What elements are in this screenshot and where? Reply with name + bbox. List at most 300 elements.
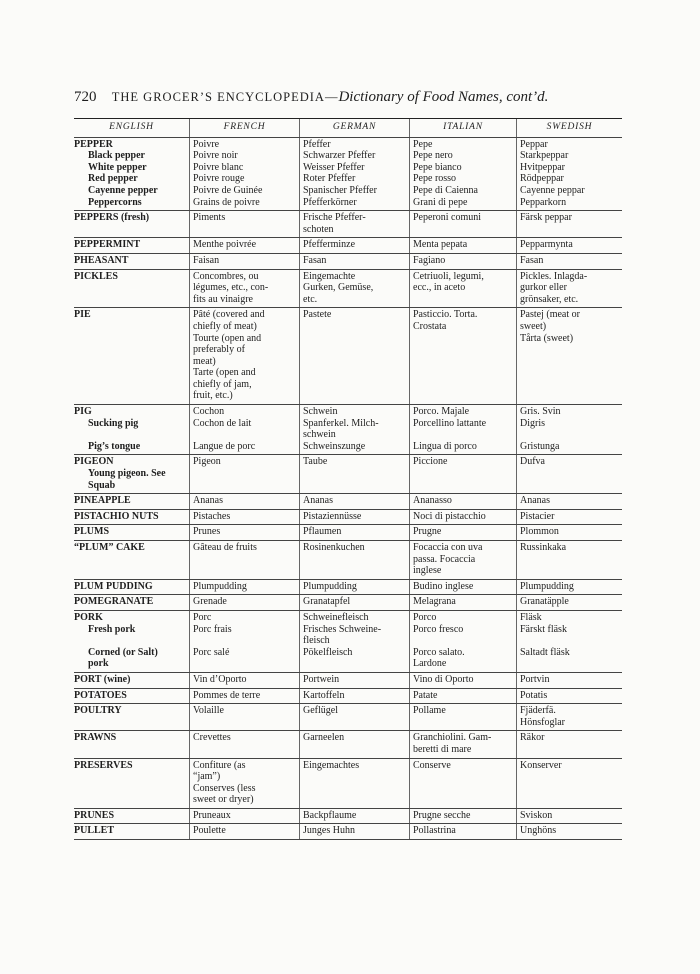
translation-line: inglese bbox=[413, 565, 442, 577]
translation-line: Porc salé bbox=[193, 646, 230, 658]
spacer-line bbox=[520, 429, 619, 441]
translation-line: Kartoffeln bbox=[303, 689, 345, 701]
headword: PULLET bbox=[74, 825, 115, 837]
german-cell bbox=[299, 405, 409, 454]
swedish-cell bbox=[516, 211, 622, 237]
translation-line: passa. Focaccia bbox=[413, 553, 476, 565]
translation-line: Färskt fläsk bbox=[520, 623, 567, 635]
german-cell bbox=[299, 759, 409, 808]
headword: PRAWNS bbox=[74, 732, 117, 744]
translation-line: Saltadt fläsk bbox=[520, 646, 570, 658]
english-cell bbox=[74, 541, 189, 579]
headword: PORK bbox=[74, 611, 103, 623]
translation-line: Ananas bbox=[520, 495, 550, 507]
spacer-line bbox=[193, 429, 296, 441]
translation-line: Schwein bbox=[303, 406, 338, 418]
german-cell bbox=[299, 595, 409, 610]
translation-line: Pepparmynta bbox=[520, 239, 573, 251]
translation-line: Pastete bbox=[303, 309, 332, 321]
translation-line: Gurken, Gemüse, bbox=[303, 282, 374, 294]
translation-line: Focaccia con uva bbox=[413, 542, 483, 553]
french-cell bbox=[189, 673, 299, 688]
translation-line: etc. bbox=[303, 293, 318, 305]
swedish-cell bbox=[516, 541, 622, 579]
translation-line: Poivre noir bbox=[193, 150, 238, 162]
sub-entry: Corned (or Salt) bbox=[88, 646, 158, 658]
translation-line: Schweinefleisch bbox=[303, 611, 369, 623]
spacer-line bbox=[193, 635, 296, 647]
translation-line: Tourte (open and bbox=[193, 332, 262, 344]
english-cell bbox=[74, 595, 189, 610]
translation-line: Roter Pfeffer bbox=[303, 173, 356, 185]
translation-line: Pepe bbox=[413, 138, 433, 150]
german-cell bbox=[299, 510, 409, 525]
italian-cell bbox=[409, 238, 516, 253]
translation-line: Prunes bbox=[193, 526, 221, 538]
headword: PEPPERMINT bbox=[74, 239, 141, 251]
table-row bbox=[74, 211, 622, 238]
translation-line: Portwein bbox=[303, 673, 340, 685]
translation-line: Porco fresco bbox=[413, 623, 464, 635]
table-row bbox=[74, 541, 622, 580]
translation-line: Frische Pfeffer- bbox=[303, 212, 366, 224]
translation-line: Grani di pepe bbox=[413, 196, 468, 208]
sub-entry: Peppercorns bbox=[88, 196, 142, 208]
translation-line: Geflügel bbox=[303, 705, 338, 717]
swedish-cell bbox=[516, 525, 622, 540]
column-header-french: FRENCH bbox=[189, 119, 299, 137]
translation-line: Hönsfoglar bbox=[520, 716, 565, 728]
swedish-cell bbox=[516, 580, 622, 595]
translation-line: sweet) bbox=[520, 320, 547, 332]
translation-line: fits au vinaigre bbox=[193, 293, 253, 305]
translation-line: Tarte (open and bbox=[193, 367, 256, 379]
swedish-cell bbox=[516, 254, 622, 269]
french-cell bbox=[189, 510, 299, 525]
translation-line: “jam”) bbox=[193, 771, 221, 783]
swedish-cell bbox=[516, 270, 622, 308]
translation-line: Plumpudding bbox=[520, 580, 574, 592]
italian-cell bbox=[409, 510, 516, 525]
french-cell bbox=[189, 270, 299, 308]
french-cell bbox=[189, 254, 299, 269]
translation-line: sweet or dryer) bbox=[193, 794, 254, 806]
swedish-cell bbox=[516, 611, 622, 672]
english-cell bbox=[74, 704, 189, 730]
translation-line: Melagrana bbox=[413, 596, 456, 608]
translation-line: Konserver bbox=[520, 759, 562, 771]
spacer-line bbox=[413, 635, 513, 647]
german-cell bbox=[299, 673, 409, 688]
swedish-cell bbox=[516, 673, 622, 688]
translation-line: Starkpeppar bbox=[520, 150, 569, 162]
translation-line: Pistaches bbox=[193, 510, 231, 522]
translation-line: Noci di pistacchio bbox=[413, 510, 486, 522]
table-row bbox=[74, 494, 622, 510]
column-header-swedish: SWEDISH bbox=[516, 119, 622, 137]
italian-cell bbox=[409, 494, 516, 509]
french-cell bbox=[189, 405, 299, 454]
headword: PIE bbox=[74, 309, 91, 321]
translation-line: Peperoni comuni bbox=[413, 212, 482, 224]
english-cell bbox=[74, 455, 189, 493]
swedish-cell bbox=[516, 809, 622, 824]
translation-line: Ananas bbox=[193, 495, 223, 507]
german-cell bbox=[299, 254, 409, 269]
french-cell bbox=[189, 541, 299, 579]
swedish-cell bbox=[516, 595, 622, 610]
english-cell bbox=[74, 673, 189, 688]
translation-line: beretti di mare bbox=[413, 743, 472, 755]
dictionary-table bbox=[74, 118, 622, 840]
translation-line: légumes, etc., con- bbox=[193, 282, 269, 294]
german-cell bbox=[299, 580, 409, 595]
german-cell bbox=[299, 824, 409, 839]
headword: PHEASANT bbox=[74, 254, 129, 266]
translation-line: Pickles. Inlagda- bbox=[520, 270, 588, 282]
sub-entry: Young pigeon. See Squab bbox=[88, 468, 166, 491]
english-cell bbox=[74, 759, 189, 808]
sub-entry: Pig’s tongue bbox=[88, 440, 141, 452]
translation-line: Porc bbox=[193, 611, 212, 623]
translation-line: schoten bbox=[303, 223, 334, 235]
translation-line: Pflaumen bbox=[303, 526, 342, 538]
english-cell bbox=[74, 138, 189, 211]
table-row bbox=[74, 689, 622, 705]
translation-line: Dufva bbox=[520, 456, 545, 468]
translation-line: Pepparkorn bbox=[520, 196, 567, 208]
translation-line: Pistacier bbox=[520, 510, 555, 522]
translation-line: Fagiano bbox=[413, 254, 446, 266]
italian-cell bbox=[409, 731, 516, 757]
italian-cell bbox=[409, 759, 516, 808]
translation-line: Pfefferkörner bbox=[303, 196, 357, 208]
italian-cell bbox=[409, 704, 516, 730]
translation-line: Fasan bbox=[520, 254, 544, 266]
headword: PIG bbox=[74, 406, 92, 418]
translation-line: Garneelen bbox=[303, 732, 345, 744]
translation-line: Poivre rouge bbox=[193, 173, 245, 185]
translation-line: Fasan bbox=[303, 254, 327, 266]
german-cell bbox=[299, 308, 409, 404]
german-cell bbox=[299, 238, 409, 253]
translation-line: Räkor bbox=[520, 732, 545, 744]
italian-cell bbox=[409, 270, 516, 308]
german-cell bbox=[299, 211, 409, 237]
translation-line: Pollastrina bbox=[413, 825, 456, 837]
french-cell bbox=[189, 308, 299, 404]
spacer-line bbox=[74, 635, 186, 647]
table-row bbox=[74, 455, 622, 494]
swedish-cell bbox=[516, 759, 622, 808]
italian-cell bbox=[409, 308, 516, 404]
french-cell bbox=[189, 809, 299, 824]
french-cell bbox=[189, 824, 299, 839]
spacer-line bbox=[520, 635, 619, 647]
italian-cell bbox=[409, 673, 516, 688]
translation-line: Vin d’Oporto bbox=[193, 673, 247, 685]
translation-line: Poivre bbox=[193, 138, 220, 150]
french-cell bbox=[189, 238, 299, 253]
translation-line: Rosinenkuchen bbox=[303, 542, 365, 553]
french-cell bbox=[189, 580, 299, 595]
english-cell bbox=[74, 824, 189, 839]
translation-line: Pfefferminze bbox=[303, 239, 356, 251]
italian-cell bbox=[409, 580, 516, 595]
translation-line: Pfeffer bbox=[303, 138, 331, 150]
table-row bbox=[74, 138, 622, 212]
french-cell bbox=[189, 138, 299, 211]
translation-line: Langue de porc bbox=[193, 440, 256, 452]
translation-line: Fläsk bbox=[520, 611, 542, 623]
translation-line: Crostata bbox=[413, 320, 447, 332]
german-cell bbox=[299, 809, 409, 824]
table-row bbox=[74, 809, 622, 825]
french-cell bbox=[189, 611, 299, 672]
swedish-cell bbox=[516, 405, 622, 454]
french-cell bbox=[189, 455, 299, 493]
translation-line: Cayenne peppar bbox=[520, 184, 585, 196]
translation-line: Spanischer Pfeffer bbox=[303, 184, 377, 196]
french-cell bbox=[189, 211, 299, 237]
italian-cell bbox=[409, 254, 516, 269]
translation-line: grönsaker, etc. bbox=[520, 293, 579, 305]
translation-line: Prugne secche bbox=[413, 809, 471, 821]
table-row bbox=[74, 510, 622, 526]
translation-line: Plumpudding bbox=[193, 580, 247, 592]
headword: PLUM PUDDING bbox=[74, 580, 153, 592]
translation-line: Frisches Schweine- bbox=[303, 623, 382, 635]
translation-line: Granchiolini. Gam- bbox=[413, 732, 492, 744]
english-cell bbox=[74, 580, 189, 595]
german-cell bbox=[299, 525, 409, 540]
translation-line: ecc., in aceto bbox=[413, 282, 466, 294]
spacer-line bbox=[74, 429, 186, 441]
translation-line: fleisch bbox=[303, 635, 330, 647]
table-row bbox=[74, 731, 622, 758]
translation-line: Granatäpple bbox=[520, 596, 569, 608]
german-cell bbox=[299, 138, 409, 211]
swedish-cell bbox=[516, 308, 622, 404]
translation-line: Pasticcio. Torta. bbox=[413, 309, 478, 321]
translation-line: Piments bbox=[193, 212, 226, 224]
table-row bbox=[74, 824, 622, 840]
german-cell bbox=[299, 541, 409, 579]
italian-cell bbox=[409, 541, 516, 579]
english-cell bbox=[74, 211, 189, 237]
translation-line: Taube bbox=[303, 456, 328, 468]
translation-line: Fjäderfä. bbox=[520, 705, 556, 717]
translation-line: Pökelfleisch bbox=[303, 646, 353, 658]
english-cell bbox=[74, 270, 189, 308]
table-row bbox=[74, 759, 622, 809]
french-cell bbox=[189, 731, 299, 757]
italian-cell bbox=[409, 689, 516, 704]
translation-line: Lingua di porco bbox=[413, 440, 477, 452]
italian-cell bbox=[409, 824, 516, 839]
english-cell bbox=[74, 525, 189, 540]
translation-line: preferably of bbox=[193, 344, 245, 356]
translation-line: Faisan bbox=[193, 254, 220, 266]
translation-line: Pruneaux bbox=[193, 809, 231, 821]
italian-cell bbox=[409, 455, 516, 493]
translation-line: Pistaziennüsse bbox=[303, 510, 362, 522]
translation-line: Conserves (less bbox=[193, 782, 256, 794]
translation-line: Tårta (sweet) bbox=[520, 332, 574, 344]
headword: PISTACHIO NUTS bbox=[74, 510, 159, 522]
translation-line: Pommes de terre bbox=[193, 689, 261, 701]
translation-line: Eingemachtes bbox=[303, 759, 360, 771]
translation-line: Pepe bianco bbox=[413, 161, 462, 173]
translation-line: Portvin bbox=[520, 673, 550, 685]
swedish-cell bbox=[516, 824, 622, 839]
swedish-cell bbox=[516, 138, 622, 211]
italian-cell bbox=[409, 611, 516, 672]
translation-line: Poivre de Guinée bbox=[193, 184, 263, 196]
page-header bbox=[74, 89, 634, 106]
translation-line: Concombres, ou bbox=[193, 270, 259, 282]
sub-entry: Fresh pork bbox=[88, 623, 136, 635]
italian-cell bbox=[409, 138, 516, 211]
sub-entry: Sucking pig bbox=[88, 417, 139, 429]
translation-line: fruit, etc.) bbox=[193, 390, 233, 402]
translation-line: Pâté (covered and bbox=[193, 309, 265, 321]
table-row bbox=[74, 270, 622, 309]
translation-line: Peppar bbox=[520, 138, 548, 150]
table-row bbox=[74, 405, 622, 455]
translation-line: Sviskon bbox=[520, 809, 553, 821]
translation-line: Vino di Oporto bbox=[413, 673, 474, 685]
translation-line: Eingemachte bbox=[303, 270, 356, 282]
translation-line: Granatapfel bbox=[303, 596, 351, 608]
translation-line: Plumpudding bbox=[303, 580, 357, 592]
french-cell bbox=[189, 525, 299, 540]
translation-line: Pollame bbox=[413, 705, 446, 717]
swedish-cell bbox=[516, 689, 622, 704]
translation-line: Piccione bbox=[413, 456, 448, 468]
translation-line: Volaille bbox=[193, 705, 224, 717]
translation-line: Conserve bbox=[413, 759, 451, 771]
table-header-row bbox=[74, 119, 622, 138]
translation-line: chiefly of meat) bbox=[193, 320, 257, 332]
swedish-cell bbox=[516, 494, 622, 509]
translation-line: Cochon bbox=[193, 406, 225, 418]
translation-line: Potatis bbox=[520, 689, 548, 701]
translation-line: Grenade bbox=[193, 596, 227, 608]
translation-line: gurkor eller bbox=[520, 282, 567, 294]
translation-line: Menta pepata bbox=[413, 239, 468, 251]
table-row bbox=[74, 525, 622, 541]
german-cell bbox=[299, 455, 409, 493]
translation-line: Poulette bbox=[193, 825, 226, 837]
english-cell bbox=[74, 405, 189, 454]
translation-line: Ananas bbox=[303, 495, 333, 507]
translation-line: Confiture (as bbox=[193, 759, 246, 771]
sub-entry: Cayenne pepper bbox=[88, 184, 158, 196]
english-cell bbox=[74, 731, 189, 757]
translation-line: Grains de poivre bbox=[193, 196, 260, 208]
translation-line: Cetriuoli, legumi, bbox=[413, 270, 484, 282]
headword: POULTRY bbox=[74, 705, 122, 717]
translation-line: schwein bbox=[303, 429, 336, 441]
english-cell bbox=[74, 254, 189, 269]
german-cell bbox=[299, 270, 409, 308]
headword: PINEAPPLE bbox=[74, 495, 131, 507]
page-number: 720 bbox=[74, 89, 97, 105]
french-cell bbox=[189, 689, 299, 704]
german-cell bbox=[299, 611, 409, 672]
headword: PRUNES bbox=[74, 809, 115, 821]
german-cell bbox=[299, 494, 409, 509]
swedish-cell bbox=[516, 510, 622, 525]
italian-cell bbox=[409, 809, 516, 824]
headword: PEPPER bbox=[74, 138, 113, 150]
table-row bbox=[74, 238, 622, 254]
translation-line: Pigeon bbox=[193, 456, 221, 468]
english-cell bbox=[74, 494, 189, 509]
translation-line: Gâteau de fruits bbox=[193, 542, 257, 553]
italian-cell bbox=[409, 405, 516, 454]
translation-line: Pastej (meat or bbox=[520, 309, 580, 321]
sub-entry: White pepper bbox=[88, 161, 147, 173]
page-subtitle: Dictionary of Food Names, cont’d. bbox=[338, 89, 549, 105]
translation-line: Menthe poivrée bbox=[193, 239, 257, 251]
table-row bbox=[74, 254, 622, 270]
table-row bbox=[74, 580, 622, 596]
swedish-cell bbox=[516, 731, 622, 757]
translation-line: Poivre blanc bbox=[193, 161, 244, 173]
french-cell bbox=[189, 759, 299, 808]
translation-line: Porcellino lattante bbox=[413, 417, 487, 429]
translation-line: Backpflaume bbox=[303, 809, 357, 821]
translation-line: Crevettes bbox=[193, 732, 231, 744]
translation-line: Färsk peppar bbox=[520, 212, 572, 224]
headword: PIGEON bbox=[74, 456, 114, 468]
french-cell bbox=[189, 704, 299, 730]
sub-entry: Red pepper bbox=[88, 173, 138, 185]
table-row bbox=[74, 595, 622, 611]
translation-line: Junges Huhn bbox=[303, 825, 355, 837]
translation-line: Patate bbox=[413, 689, 438, 701]
translation-line: Lardone bbox=[413, 658, 447, 670]
headword: PLUMS bbox=[74, 526, 109, 538]
column-header-german: GERMAN bbox=[299, 119, 409, 137]
translation-line: Digris bbox=[520, 417, 545, 429]
table-row bbox=[74, 673, 622, 689]
headword: PORT (wine) bbox=[74, 673, 131, 685]
french-cell bbox=[189, 595, 299, 610]
translation-line: Rödpeppar bbox=[520, 173, 564, 185]
translation-line: Weisser Pfeffer bbox=[303, 161, 365, 173]
swedish-cell bbox=[516, 455, 622, 493]
translation-line: Gristunga bbox=[520, 440, 560, 452]
headword: PICKLES bbox=[74, 270, 118, 282]
book-title: THE GROCER’S ENCYCLOPEDIA— bbox=[111, 90, 339, 104]
english-cell bbox=[74, 611, 189, 672]
translation-line: Porco salato. bbox=[413, 646, 465, 658]
translation-line: Ananasso bbox=[413, 495, 452, 507]
swedish-cell bbox=[516, 704, 622, 730]
swedish-cell bbox=[516, 238, 622, 253]
translation-line: Pepe nero bbox=[413, 150, 453, 162]
english-cell bbox=[74, 510, 189, 525]
translation-line: Porc frais bbox=[193, 623, 232, 635]
english-cell bbox=[74, 238, 189, 253]
english-cell bbox=[74, 308, 189, 404]
column-header-italian: ITALIAN bbox=[409, 119, 516, 137]
translation-line: Pepe di Caienna bbox=[413, 184, 478, 196]
sub-entry: pork bbox=[88, 658, 109, 670]
